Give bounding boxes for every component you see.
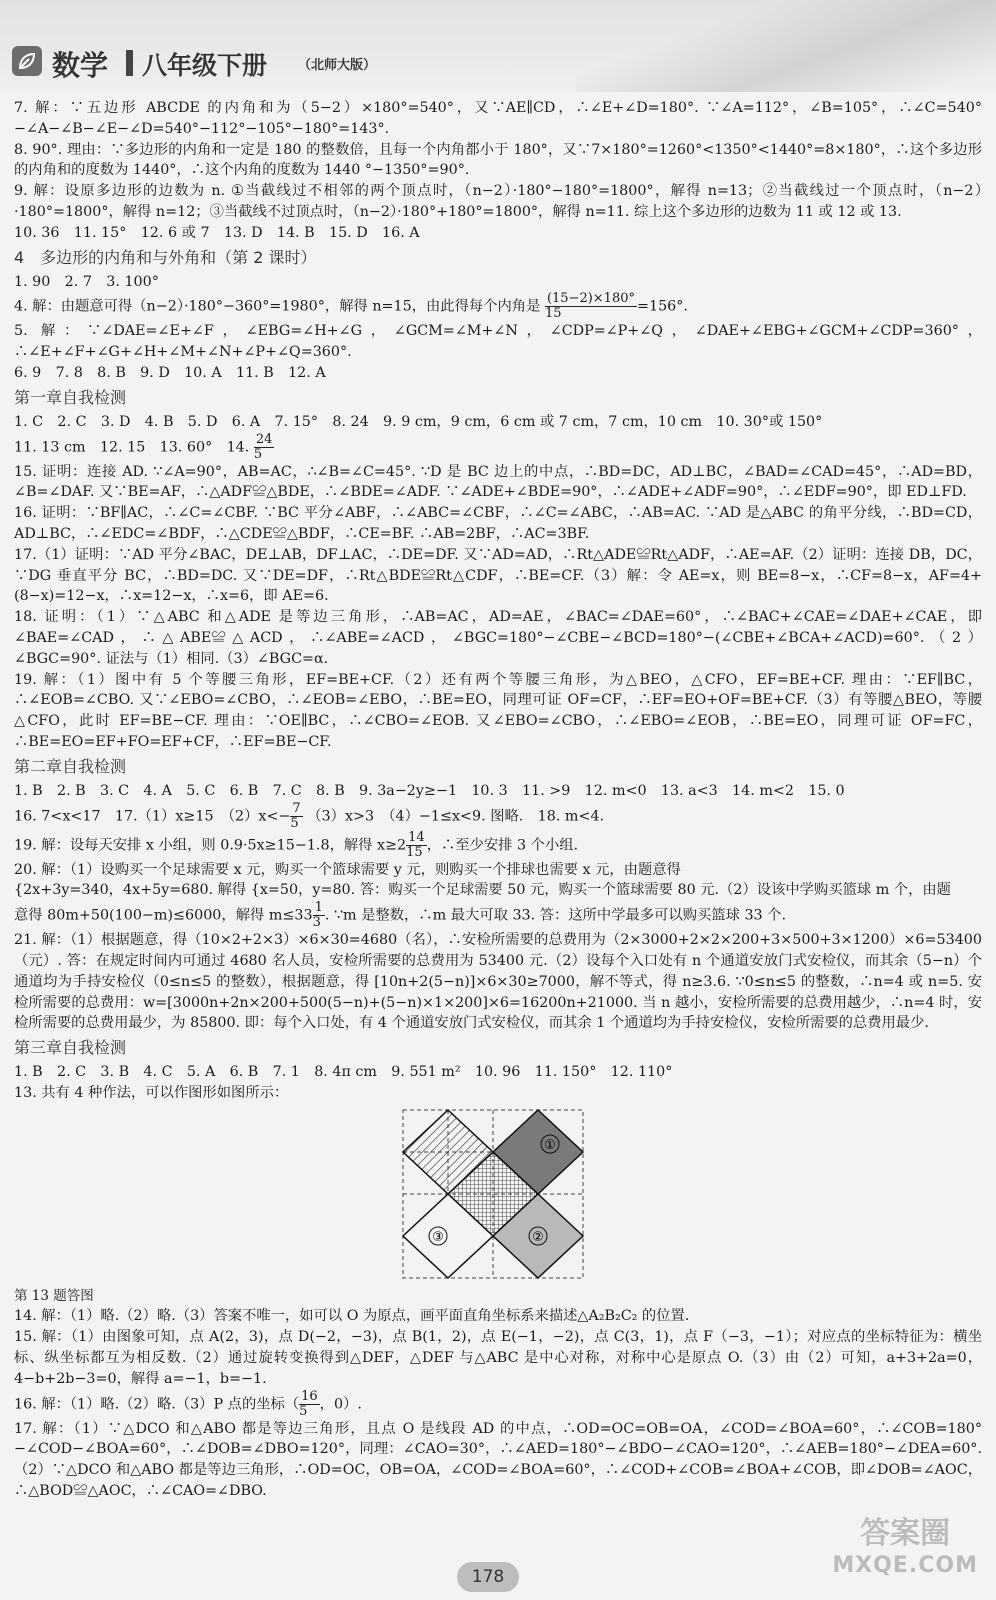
watermark-logo: 答案圈 MXQE.COM — [832, 1516, 978, 1578]
label-three: ③ — [432, 1229, 444, 1245]
label-one: ① — [544, 1137, 556, 1153]
fraction: $\frac{24}{5}$ — [253, 431, 273, 462]
ch2-answer-20a: 20. 解：（1）设购买一个足球需要 x 元，购买一个篮球需要 y 元，则购买一个排球也需要 x 元，由题意得 — [14, 861, 681, 878]
page-header — [0, 0, 996, 92]
edition-label: （北师大版） — [298, 58, 377, 73]
figure-13 — [14, 1108, 982, 1284]
page-number: 178 — [457, 1562, 519, 1592]
answers-1-3: 1. 90 2. 7 3. 100° — [14, 273, 159, 290]
ch3-answer-13: 13. 共有 4 种作法，可以作图形如图所示： — [14, 1084, 289, 1101]
figure-13-diagram — [398, 1108, 588, 1280]
answers-6-12: 6. 9 7. 8 8. B 9. D 10. A 11. B 12. A — [14, 364, 326, 381]
ch3-answer-16: 16. 解：（1）略.（2）略.（3）P 点的坐标（ $\frac{16}{5}$ ，0）. — [14, 1388, 362, 1419]
header-decoration — [576, 0, 996, 92]
ch2-answer-20c: 意得 80m+50(100−m)≤6000，解得 m≤33 $\frac{1}{3}$ . ∵m 是整数，∴m 最大可取 33. 答：这所中学最多可以购买篮球 33 个. — [14, 900, 787, 931]
ch1-answers-11-14: 11. 13 cm 12. 15 13. 60° 14. $\frac{24}{5}$ — [14, 431, 273, 462]
ch1-answer-18: 18. 证明：（1）∵△ABC 和△ADE 是等边三角形，∴AB=AC，AD=AE，∠BAC=∠DAE=60°，∴∠BAC+∠CAE=∠DAE+∠CAE，即∠BAE=∠CAD，∴△ABE≌△ACD，∴∠ABE=∠ACD，∠BGC=180°−∠CBE−∠BCD=180°−(∠CBE+∠BCA+∠ACD)=60°.（2）∠BGC=90°. 证法与（1）相同.（3）∠BGC=α. — [14, 609, 982, 667]
section-title-4: 4 多边形的内角和与外角和（第 2 课时） — [14, 247, 317, 267]
ch3-answers-1-12: 1. B 2. C 3. B 4. C 5. A 6. B 7. 1 8. 4π cm 9. 551 m² 10. 96 11. 150° 12. 110° — [14, 1064, 673, 1081]
answer-7: 7. 解：∵五边形 ABCDE 的内角和为（5−2）×180°=540°，又∵AE∥CD，∴∠E+∠D=180°. ∵∠A=112°，∠B=105°，∴∠C=540°−∠A−∠B−∠E−∠D=540°−112°−105°−180°=143°. — [14, 100, 982, 137]
answer-4: 4. 解：由题意可得（n−2）·180°−360°=1980°，解得 n=15，由此得每个内角是 $\frac{(15-2)\times 180^\circ}{15}$ =156°. — [14, 291, 688, 322]
ch2-answers-16-18: 16. 7<x<17 17.（1）x≥15 （2）x<− $\frac{7}{5}$ （3）x>3 （4）−1≤x<9. 图略. 18. m<4. — [14, 800, 605, 831]
ch2-answer-21: 21. 解：（1）根据题意，得（10×2+2×3）×6×30=4680（名），∴安检所需要的总费用为（2×3000+2×2×200+3×500+3×1200）×6=53400（元）. 答：在规定时间内可通过 4680 名人员，安检所需要的总费用为 53400 元.（2）设每个入口处有 n 个通道安放门式安检仪，而其余（5−n）个通道均为手持安检仪（0≤n≤5 的整数），根据题意，得 [10n+2(5−n)]×6×30≥7000，解不等式，得 n≥3.6. ∵0≤n≤5 的整数，∴n=4 或 n=5. 安检所需要的总费用：w=[3000n+2n×200+500(5−n)+(5−n)×1×200]×6=16200n+21000. 当 n 越小，安检所需要的总费用越少，∴n=4 时，安检所需要的总费用最少，为 85800. 即：每个入口处，有 4 个通道安放门式安检仪，而其余 1 个通道均为手持安检仪，安检所需要的总费用最少. — [14, 932, 982, 1032]
grade-title: 八年级下册 — [142, 51, 268, 80]
ch1-answer-16: 16. 证明：∵BF∥AC，∴∠C=∠CBF. ∵BC 平分∠ABF，∴∠ABC=∠CBF，∴∠C=∠ABC，∴AB=AC. ∵AD 是△ABC 的角平分线，∴BD=CD，AD⊥BC，∴∠EDC=∠BDF，∴△CDE≌△BDF，∴CE=BF. ∴AB=2BF，∴AC=3BF. — [14, 505, 982, 542]
chapter-1-title: 第一章自我检测 — [14, 387, 127, 407]
answer-5: 5. 解：∵∠DAE=∠E+∠F，∠EBG=∠H+∠G，∠GCM=∠M+∠N，∠CDP=∠P+∠Q，∠DAE+∠EBG+∠GCM+∠CDP=360°，∴∠E+∠F+∠G+∠H+∠M+∠N+∠P+∠Q=360°. — [14, 323, 982, 361]
fraction: $\frac{14}{15}$ — [406, 829, 425, 860]
answer-content — [14, 98, 982, 1502]
answer-9: 9. 解：设原多边形的边数为 n. ①当截线过不相邻的两个顶点时，（n−2）·180°−180°=1800°，解得 n=13；②当截线过一个顶点时，（n−2）·180°=1800°，解得 n=12；③当截线不过顶点时，（n−2）·180°+180°=1800°，解得 n=11. 综上这个多边形的边数为 11 或 12 或 13. — [14, 183, 982, 220]
leaf-icon — [12, 46, 42, 76]
answer-8: 8. 90°. 理由：∵多边形的内角和一定是 180 的整数倍，且每一个内角都小于 180°，又∵7×180°=1260°<1350°<1440°=8×180°，∴这个多边形的内角和的度数为 1440°，∴这个内角的度数为 1440 °−1350°=90°. — [14, 141, 982, 179]
chapter-2-title: 第二章自我检测 — [14, 756, 127, 776]
label-two: ② — [532, 1229, 544, 1245]
ch3-answer-14: 14. 解：（1）略.（2）略.（3）答案不唯一，如可以 O 为原点，画平面直角坐标系来描述△A₂B₂C₂ 的位置. — [14, 1308, 690, 1325]
ch1-answer-17: 17.（1）证明：∵AD 平分∠BAC，DE⊥AB，DF⊥AC，∴DE=DF. 又∵AD=AD，∴Rt△ADE≌Rt△ADF，∴AE=AF.（2）证明：连接 DB，DC，∵DG 垂直平分 BC，∴BD=DC. 又∵DE=DF，∴Rt△BDE≌Rt△CDF，∴BE=CF.（3）解：令 AE=x，则 BE=8−x，∴CF=8−x，AF=4+(8−x)=12−x，∴x=12−x，∴x=6，即 AE=6. — [14, 546, 982, 605]
ch2-answer-20b: {2x+3y=340，4x+5y=680. 解得 {x=50，y=80. 答：购买一个足球需要 50 元，购买一个篮球需要 80 元.（2）设该中学购买篮球 m 个，由题 — [14, 882, 951, 899]
ch1-answer-19: 19. 解：（1）图中有 5 个等腰三角形，EF=BE+CF.（2）还有两个等腰三角形，为△BEO，△CFO，EF=BE+CF. 理由：∵EF∥BC，∴∠EOB=∠CBO. 又∵∠EBO=∠CBO，∴∠EOB=∠EBO，∴BE=EO，同理可证 OF=CF，∴EF=EO+OF=BE+CF.（3）有等腰△BEO，等腰△CFO，此时 EF=BE−CF. 理由：∵OE∥BC，∴∠CBO=∠EOB. 又∠EBO=∠CBO，∴∠EBO=∠EOB，∴BE=EO，同理可证 OF=FC，∴BE=EO=EF+FO=EF+CF，∴EF=BE−CF. — [14, 671, 982, 750]
fraction: $\frac{1}{3}$ — [312, 900, 323, 931]
chapter-3-title: 第三章自我检测 — [14, 1038, 127, 1058]
figure-caption: 第 13 题答图 — [14, 1287, 94, 1304]
fraction: $\frac{7}{5}$ — [290, 800, 301, 831]
subject-title: 数学 — [52, 49, 109, 82]
ch3-answer-15: 15. 解：（1）由图象可知，点 A(2，3)，点 D(−2，−3)，点 B(1，2)，点 E(−1，−2)，点 C(3，1)，点 F（−3，−1）；对应点的坐标特征为：横坐标、纵坐标都互为相反数.（2）通过旋转变换得到△DEF，△DEF 与△ABC 是中心对称，对称中心是原点 O.（3）由（2）可知，a+3+2a=0，4−b+2b−3=0，解得 a=−1，b=−1. — [14, 1329, 982, 1387]
ch3-answer-17: 17. 解：（1）∵△DCO 和△ABO 都是等边三角形，且点 O 是线段 AD 的中点，∴OD=OC=OB=OA，∠COD=∠BOA=60°，∴∠COB=180°−∠COD−∠BOA=60°，∴∠DOB=∠DBO=120°，同理：∠CAO=30°，∴∠AED=180°−∠BDO−∠CAO=120°，∴∠AEB=180°−∠DEA=60°.（2）∵△DCO 和△ABO 都是等边三角形，∴OD=OC，OB=OA，∠COD=∠BOA=60°，∴∠COD+∠COB=∠BOA+∠COB，即∠DOB=∠AOC，∴△BOD≌△AOC，∴∠CAO=∠DBO. — [14, 1420, 982, 1500]
ch2-answers-1-15: 1. B 2. B 3. C 4. A 5. C 6. B 7. C 8. B 9. 3a−2y≥−1 10. 3 11. >9 12. m<0 13. a<3 14. m<2 15. 0 — [14, 782, 845, 799]
title-divider — [126, 50, 133, 76]
answers-10-16: 10. 36 11. 15° 12. 6 或 7 13. D 14. B 15. D 16. A — [14, 224, 420, 241]
ch1-answer-15: 15. 证明：连接 AD. ∵∠A=90°，AB=AC，∴∠B=∠C=45°. ∵D 是 BC 边上的中点，∴BD=DC，AD⊥BC，∠BAD=∠CAD=45°，∴AD=BD，∠B=∠DAF. 又∵BE=AF，∴△ADF≌△BDE，∴∠BDE=∠ADF. ∵∠ADE+∠BDE=90°，∴∠ADE+∠ADF=90°，∴∠EDF=90°，即 ED⊥FD. — [14, 463, 982, 501]
fraction: $\frac{(15-2)\times 180^\circ}{15}$ — [544, 291, 635, 322]
fraction: $\frac{16}{5}$ — [299, 1388, 318, 1419]
ch1-answers-1-10: 1. C 2. C 3. D 4. B 5. D 6. A 7. 15° 8. 24 9. 9 cm，9 cm，6 cm 或 7 cm，7 cm，10 cm 10. 30°或 150° — [14, 413, 823, 430]
ch2-answer-19: 19. 解：设每天安排 x 小组，则 0.9·5x≥15−1.8，解得 x≥2 $\frac{14}{15}$ ，∴至少安排 3 个小组. — [14, 829, 579, 860]
